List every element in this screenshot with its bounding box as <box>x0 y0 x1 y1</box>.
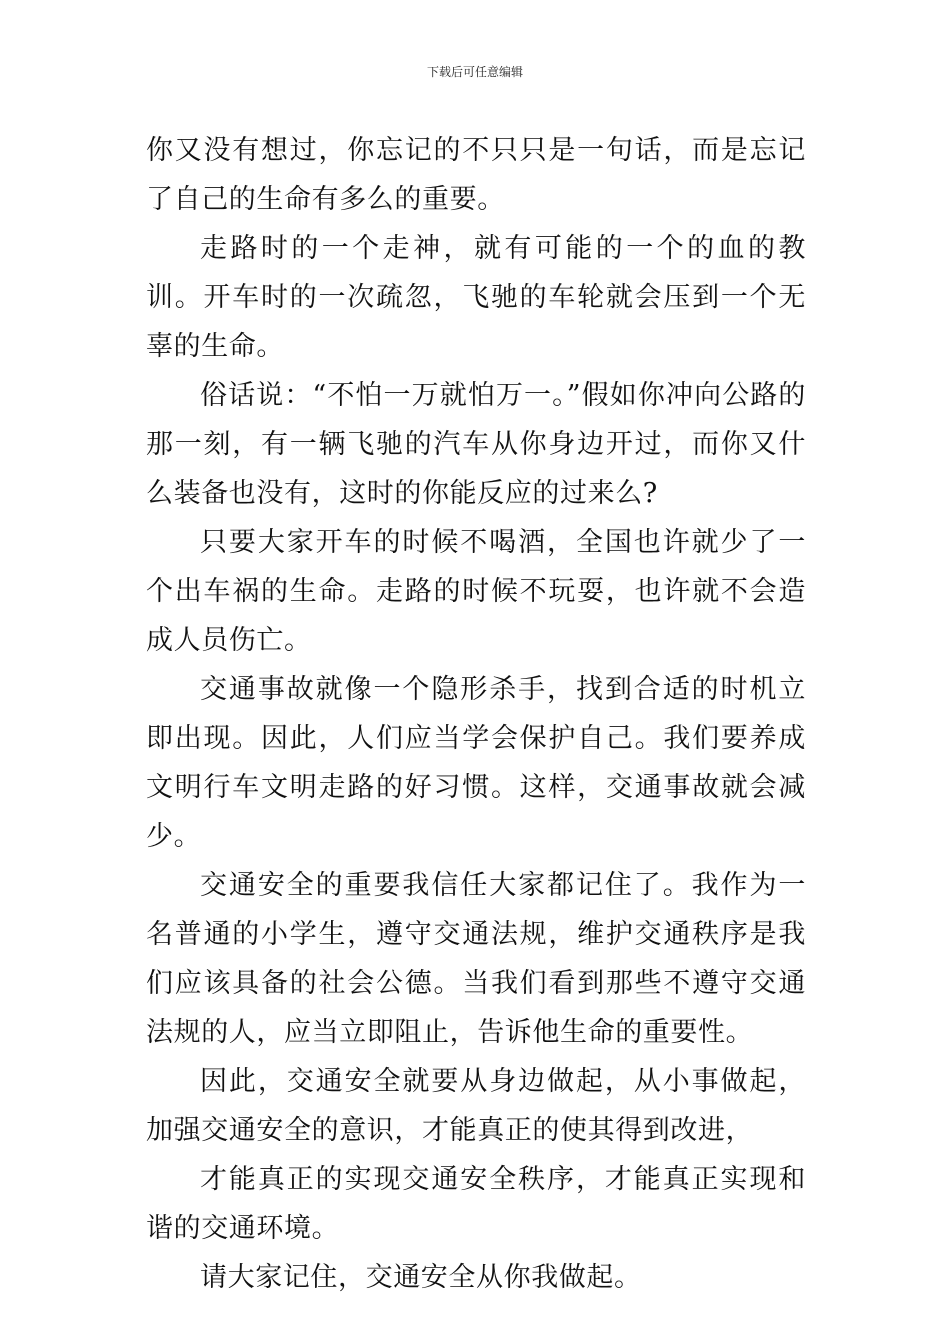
paragraph-7: 因此，交通安全就要从身边做起，从小事做起，加强交通安全的意识，才能真正的使其得到改进， <box>146 1066 806 1146</box>
paragraph-6: 交通安全的重要我信任大家都记住了。我作为一名普通的小学生，遵守交通法规，维护交通秩序是我们应该具备的社会公德。当我们看到那些不遵守交通法规的人，应当立即阻止，告诉他生命的重要性。 <box>146 870 806 1048</box>
paragraph-4: 只要大家开车的时候不喝酒，全国也许就少了一个出车祸的生命。走路的时候不玩耍，也许就不会造成人员伤亡。 <box>146 527 806 656</box>
document-body <box>146 126 806 1302</box>
paragraph-9: 请大家记住，交通安全从你我做起。 <box>200 1262 642 1293</box>
paragraph-2: 走路时的一个走神，就有可能的一个的血的教训。开车时的一次疏忽，飞驰的车轮就会压到一个无辜的生命。 <box>146 233 806 362</box>
paragraph-3: 俗话说：“不怕一万就怕万一。”假如你冲向公路的那一刻，有一辆飞驰的汽车从你身边开过，而你又什么装备也没有，这时的你能反应的过来么? <box>146 380 806 509</box>
paragraph-5: 交通事故就像一个隐形杀手，找到合适的时机立即出现。因此，人们应当学会保护自己。我们要养成文明行车文明走路的好习惯。这样，交通事故就会减少。 <box>146 674 806 852</box>
paragraph-1: 你又没有想过，你忘记的不只只是一句话，而是忘记了自己的生命有多么的重要。 <box>146 135 806 215</box>
paragraph-8: 才能真正的实现交通安全秩序，才能真正实现和谐的交通环境。 <box>146 1164 806 1244</box>
page-header-note: 下载后可任意编辑 <box>426 65 523 79</box>
